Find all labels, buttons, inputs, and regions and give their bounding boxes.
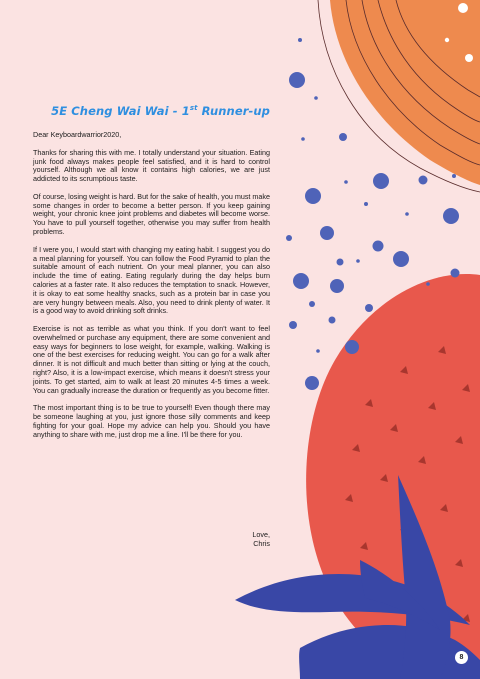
heading-ordinal: st	[189, 104, 198, 113]
paragraph: Of course, losing weight is hard. But for the sake of health, you must make some changes in order to become a better person. If you keep gaining weight, your chronic knee joint problems and diabetes will become worse. You have to pull yourself together, otherwise you may suffer from health problems.	[33, 191, 270, 237]
heading-award: Runner-up	[197, 104, 270, 118]
paragraph: The most important thing is to be true to yourself! Even though there may be someone laughing at you, just ignore those silly comments and keep fighting for your goal. Hope my advice can help you. Should you have anything to share with me, just drop me a line. I'll be there for you.	[33, 403, 270, 439]
letter-body	[33, 131, 270, 448]
signature-block	[252, 530, 270, 548]
paragraph: Exercise is not as terrible as what you think. If you don't want to feel overwhelmed or purchase any equipment, there are some convenient and easy ways for beginners to lose weight, for example, walking. Walking is one of the best exercises for reducing weight. You can go for a walk after dinner. It is not difficult and much better than sitting or lying at the couch, right? Also, it is a low-impact exercise, which means it doesn't stress your joints. To get started, aim to walk at least 20 minutes 4-5 times a week. You can gradually increase the duration or frequently as you become fitter.	[33, 324, 270, 395]
heading-name: 5E Cheng Wai Wai - 1	[51, 104, 190, 118]
closing: Love,	[252, 530, 270, 539]
signature: Chris	[253, 539, 270, 548]
orange-blob-shape	[330, 0, 480, 185]
page-number: 8	[455, 651, 468, 664]
paragraph: Thanks for sharing this with me. I totally understand your situation. Eating junk food always makes people feel satisfied, and it is hard to control yourself. Although we all know it contains high calories, we are just addicted to its scrumptious taste.	[33, 147, 270, 184]
salutation: Dear Keyboardwarrior2020,	[33, 130, 122, 139]
paragraph: If I were you, I would start with changing my eating habit. I suggest you do a meal planning for yourself. You can follow the Food Pyramid to plan the suitable amount of each nutrient. On your meal planner, you can also include the time of eating. Eating regularly during the day helps burn calories at a faster rate. It also reduces the temptation to snack. However, it is okay to eat some healthy snacks, such as a protein bar in case you are very hungry between meals. Also, you need to drink plenty of water. It is a good way to avoid drinking soft drinks.	[33, 244, 270, 316]
article-heading	[30, 104, 270, 118]
